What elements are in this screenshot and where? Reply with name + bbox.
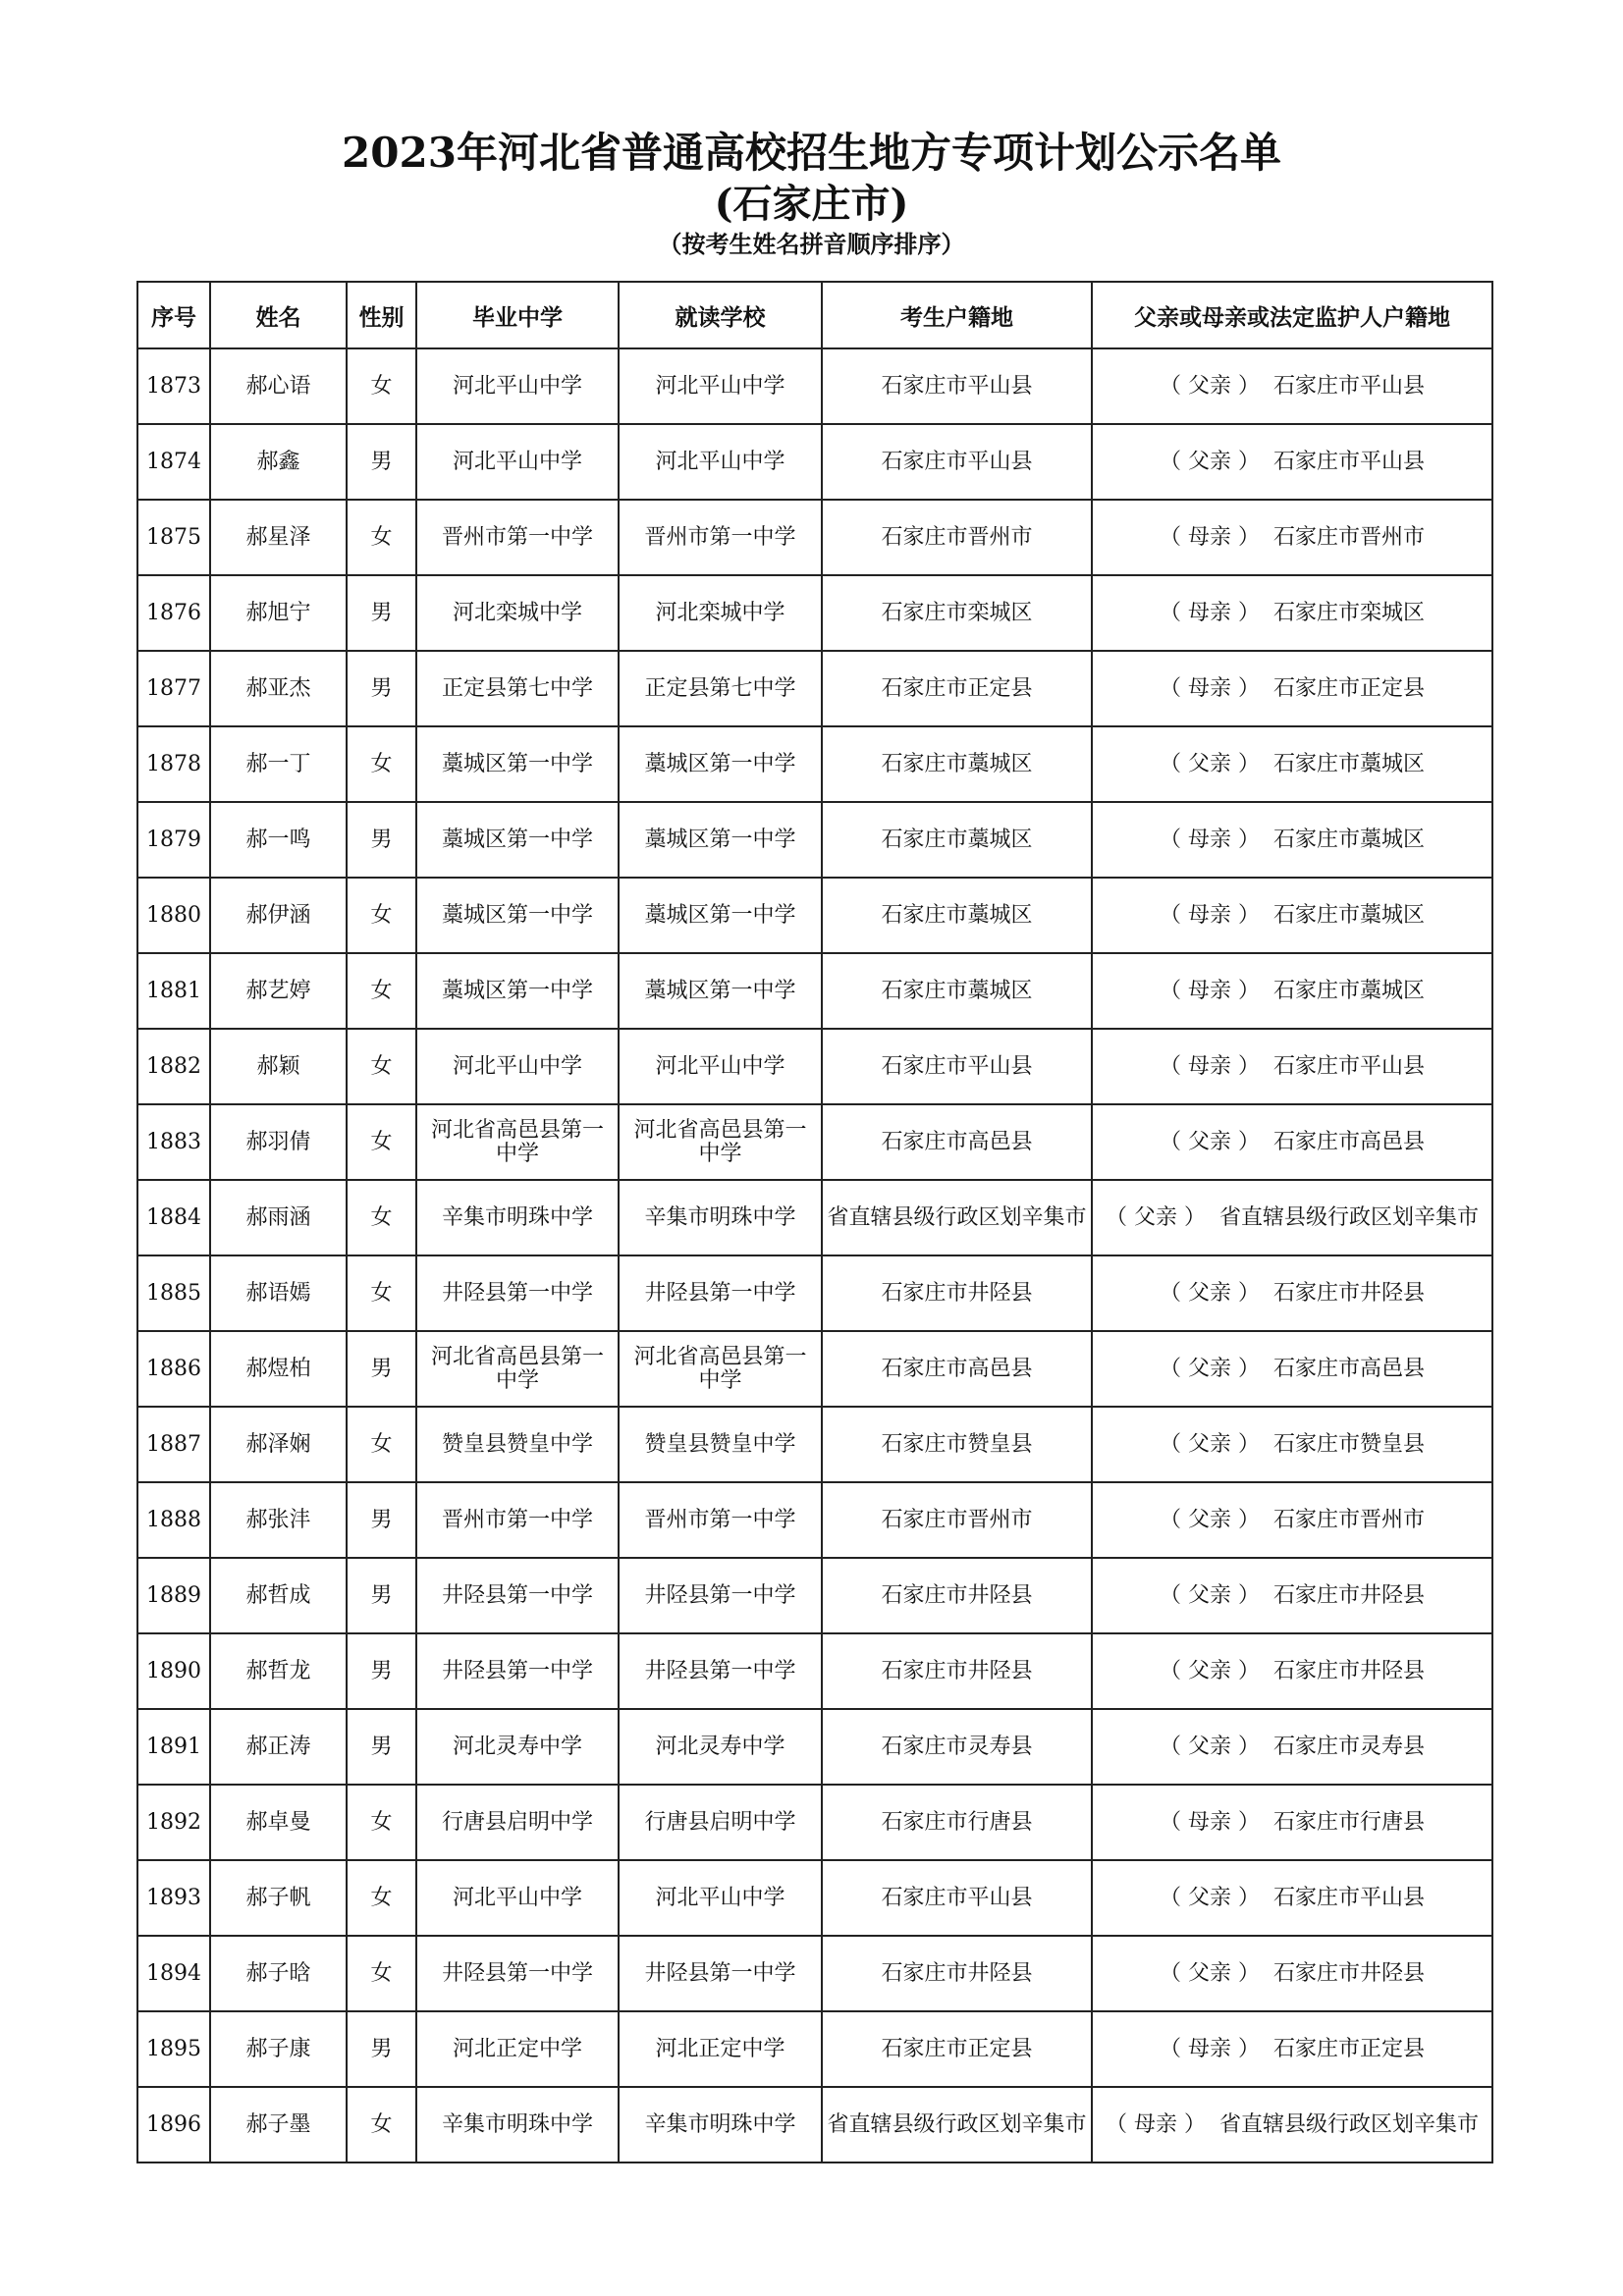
cell-gender: 女 [347, 1255, 416, 1331]
table-row [137, 1709, 1492, 1785]
cell-gender: 男 [347, 1709, 416, 1785]
cell-graduation-school: 藁城区第一中学 [416, 878, 619, 953]
cell-name: 郝星泽 [210, 500, 347, 575]
cell-serial-number: 1878 [137, 726, 210, 802]
cell-gender: 女 [347, 1407, 416, 1482]
cell-household-registration: 石家庄市晋州市 [822, 500, 1092, 575]
cell-graduation-school: 辛集市明珠中学 [416, 1180, 619, 1255]
table-row [137, 1482, 1492, 1558]
guardian-place: 省直辖县级行政区划辛集市 [1218, 1204, 1479, 1230]
guardian-place: 石家庄市正定县 [1272, 2036, 1425, 2061]
cell-household-registration: 石家庄市藁城区 [822, 802, 1092, 878]
cell-current-school: 辛集市明珠中学 [619, 2087, 822, 2163]
guardian-place: 石家庄市井陉县 [1272, 1280, 1425, 1306]
roster-table [136, 281, 1493, 2163]
cell-serial-number: 1877 [137, 651, 210, 726]
cell-graduation-school: 晋州市第一中学 [416, 1482, 619, 1558]
header-cell: 序号 [137, 282, 210, 348]
table-row [137, 1255, 1492, 1331]
cell-serial-number: 1884 [137, 1180, 210, 1255]
cell-graduation-school: 河北省高邑县第一中学 [416, 1331, 619, 1407]
guardian-relation: （ 母亲 ） [1159, 2036, 1260, 2061]
cell-graduation-school: 赞皇县赞皇中学 [416, 1407, 619, 1482]
cell-current-school: 河北平山中学 [619, 1860, 822, 1936]
guardian-relation: （ 母亲 ） [1159, 1809, 1260, 1835]
guardian-place: 石家庄市平山县 [1272, 1885, 1425, 1910]
cell-gender: 女 [347, 1860, 416, 1936]
cell-guardian-registration [1092, 575, 1492, 651]
guardian-relation: （ 父亲 ） [1159, 751, 1260, 776]
cell-graduation-school: 井陉县第一中学 [416, 1558, 619, 1633]
cell-name: 郝哲龙 [210, 1633, 347, 1709]
cell-graduation-school: 井陉县第一中学 [416, 1936, 619, 2011]
cell-serial-number: 1895 [137, 2011, 210, 2087]
cell-serial-number: 1882 [137, 1029, 210, 1104]
cell-current-school: 藁城区第一中学 [619, 953, 822, 1029]
cell-gender: 男 [347, 651, 416, 726]
table-row [137, 424, 1492, 500]
cell-current-school: 井陉县第一中学 [619, 1633, 822, 1709]
cell-guardian-registration [1092, 424, 1492, 500]
table-row [137, 726, 1492, 802]
cell-serial-number: 1894 [137, 1936, 210, 2011]
table-row [137, 1785, 1492, 1860]
cell-household-registration: 石家庄市井陉县 [822, 1558, 1092, 1633]
table-row [137, 953, 1492, 1029]
cell-name: 郝子晗 [210, 1936, 347, 2011]
table-row [137, 1558, 1492, 1633]
cell-gender: 女 [347, 2087, 416, 2163]
guardian-place: 石家庄市藁城区 [1272, 751, 1425, 776]
cell-graduation-school: 辛集市明珠中学 [416, 2087, 619, 2163]
cell-gender: 男 [347, 575, 416, 651]
cell-current-school: 行唐县启明中学 [619, 1785, 822, 1860]
cell-serial-number: 1889 [137, 1558, 210, 1633]
cell-serial-number: 1891 [137, 1709, 210, 1785]
guardian-relation: （ 父亲 ） [1159, 1734, 1260, 1759]
cell-guardian-registration [1092, 1785, 1492, 1860]
cell-household-registration: 石家庄市高邑县 [822, 1104, 1092, 1180]
cell-current-school: 藁城区第一中学 [619, 726, 822, 802]
cell-name: 郝泽娴 [210, 1407, 347, 1482]
guardian-place: 石家庄市平山县 [1272, 373, 1425, 399]
cell-graduation-school: 河北平山中学 [416, 424, 619, 500]
cell-guardian-registration [1092, 1558, 1492, 1633]
cell-current-school: 河北省高邑县第一中学 [619, 1331, 822, 1407]
cell-guardian-registration [1092, 1407, 1492, 1482]
table-row [137, 1936, 1492, 2011]
guardian-relation: （ 父亲 ） [1159, 1960, 1260, 1986]
guardian-relation: （ 母亲 ） [1159, 1053, 1260, 1079]
cell-current-school: 井陉县第一中学 [619, 1936, 822, 2011]
cell-serial-number: 1880 [137, 878, 210, 953]
table-row [137, 2011, 1492, 2087]
cell-current-school: 辛集市明珠中学 [619, 1180, 822, 1255]
table-row [137, 1029, 1492, 1104]
cell-gender: 男 [347, 1558, 416, 1633]
cell-name: 郝子康 [210, 2011, 347, 2087]
cell-guardian-registration [1092, 726, 1492, 802]
table-row [137, 878, 1492, 953]
cell-guardian-registration [1092, 500, 1492, 575]
cell-household-registration: 石家庄市正定县 [822, 2011, 1092, 2087]
cell-serial-number: 1874 [137, 424, 210, 500]
guardian-relation: （ 母亲 ） [1159, 524, 1260, 550]
cell-household-registration: 石家庄市平山县 [822, 1029, 1092, 1104]
guardian-relation: （ 母亲 ） [1105, 2111, 1206, 2137]
cell-guardian-registration [1092, 2011, 1492, 2087]
cell-graduation-school: 行唐县启明中学 [416, 1785, 619, 1860]
cell-household-registration: 石家庄市高邑县 [822, 1331, 1092, 1407]
cell-graduation-school: 正定县第七中学 [416, 651, 619, 726]
cell-graduation-school: 藁城区第一中学 [416, 802, 619, 878]
table-header-row [137, 282, 1492, 348]
cell-household-registration: 石家庄市灵寿县 [822, 1709, 1092, 1785]
cell-serial-number: 1875 [137, 500, 210, 575]
cell-graduation-school: 河北正定中学 [416, 2011, 619, 2087]
cell-household-registration: 省直辖县级行政区划辛集市 [822, 1180, 1092, 1255]
cell-name: 郝艺婷 [210, 953, 347, 1029]
cell-name: 郝颖 [210, 1029, 347, 1104]
cell-graduation-school: 藁城区第一中学 [416, 953, 619, 1029]
cell-gender: 女 [347, 1785, 416, 1860]
cell-guardian-registration [1092, 1180, 1492, 1255]
cell-name: 郝卓曼 [210, 1785, 347, 1860]
cell-serial-number: 1896 [137, 2087, 210, 2163]
cell-name: 郝伊涵 [210, 878, 347, 953]
guardian-relation: （ 母亲 ） [1159, 902, 1260, 928]
cell-gender: 女 [347, 1936, 416, 2011]
table-row [137, 2087, 1492, 2163]
cell-household-registration: 石家庄市井陉县 [822, 1255, 1092, 1331]
table-row [137, 802, 1492, 878]
header-cell: 毕业中学 [416, 282, 619, 348]
cell-guardian-registration [1092, 1860, 1492, 1936]
cell-guardian-registration [1092, 1331, 1492, 1407]
guardian-place: 石家庄市晋州市 [1272, 524, 1425, 550]
cell-guardian-registration [1092, 802, 1492, 878]
cell-current-school: 井陉县第一中学 [619, 1255, 822, 1331]
table-row [137, 1331, 1492, 1407]
cell-household-registration: 省直辖县级行政区划辛集市 [822, 2087, 1092, 2163]
header-cell: 就读学校 [619, 282, 822, 348]
guardian-place: 石家庄市高邑县 [1272, 1356, 1425, 1381]
cell-serial-number: 1886 [137, 1331, 210, 1407]
cell-gender: 男 [347, 2011, 416, 2087]
cell-serial-number: 1893 [137, 1860, 210, 1936]
guardian-relation: （ 母亲 ） [1159, 978, 1260, 1003]
cell-name: 郝心语 [210, 348, 347, 424]
guardian-relation: （ 父亲 ） [1159, 1885, 1260, 1910]
guardian-relation: （ 父亲 ） [1159, 1356, 1260, 1381]
cell-current-school: 河北灵寿中学 [619, 1709, 822, 1785]
guardian-place: 石家庄市正定县 [1272, 675, 1425, 701]
cell-household-registration: 石家庄市晋州市 [822, 1482, 1092, 1558]
guardian-place: 石家庄市行唐县 [1272, 1809, 1425, 1835]
cell-guardian-registration [1092, 878, 1492, 953]
cell-name: 郝雨涵 [210, 1180, 347, 1255]
guardian-place: 石家庄市灵寿县 [1272, 1734, 1425, 1759]
guardian-place: 石家庄市藁城区 [1272, 827, 1425, 852]
guardian-relation: （ 父亲 ） [1159, 373, 1260, 399]
table-row [137, 1104, 1492, 1180]
cell-serial-number: 1879 [137, 802, 210, 878]
cell-gender: 男 [347, 802, 416, 878]
cell-serial-number: 1873 [137, 348, 210, 424]
guardian-place: 石家庄市井陉县 [1272, 1658, 1425, 1683]
cell-gender: 女 [347, 1029, 416, 1104]
cell-graduation-school: 河北省高邑县第一中学 [416, 1104, 619, 1180]
guardian-place: 石家庄市井陉县 [1272, 1582, 1425, 1608]
guardian-relation: （ 父亲 ） [1159, 1129, 1260, 1154]
table-row [137, 348, 1492, 424]
cell-name: 郝鑫 [210, 424, 347, 500]
cell-name: 郝旭宁 [210, 575, 347, 651]
cell-name: 郝煜柏 [210, 1331, 347, 1407]
guardian-place: 石家庄市平山县 [1272, 449, 1425, 474]
page-subtitle: (石家庄市) [714, 181, 909, 227]
guardian-relation: （ 母亲 ） [1159, 675, 1260, 701]
guardian-relation: （ 父亲 ） [1159, 1507, 1260, 1532]
cell-graduation-school: 井陉县第一中学 [416, 1633, 619, 1709]
cell-serial-number: 1888 [137, 1482, 210, 1558]
cell-serial-number: 1883 [137, 1104, 210, 1180]
cell-guardian-registration [1092, 1633, 1492, 1709]
cell-gender: 女 [347, 348, 416, 424]
cell-current-school: 河北正定中学 [619, 2011, 822, 2087]
table-row [137, 575, 1492, 651]
cell-current-school: 河北省高邑县第一中学 [619, 1104, 822, 1180]
cell-serial-number: 1881 [137, 953, 210, 1029]
cell-guardian-registration [1092, 953, 1492, 1029]
cell-guardian-registration [1092, 651, 1492, 726]
cell-name: 郝哲成 [210, 1558, 347, 1633]
cell-gender: 女 [347, 726, 416, 802]
cell-serial-number: 1892 [137, 1785, 210, 1860]
page-title: 2023年河北省普通高校招生地方专项计划公示名单 [342, 129, 1281, 177]
cell-guardian-registration [1092, 1709, 1492, 1785]
guardian-place: 石家庄市井陉县 [1272, 1960, 1425, 1986]
guardian-place: 石家庄市高邑县 [1272, 1129, 1425, 1154]
guardian-place: 石家庄市藁城区 [1272, 902, 1425, 928]
cell-household-registration: 石家庄市平山县 [822, 348, 1092, 424]
cell-gender: 男 [347, 1633, 416, 1709]
cell-guardian-registration [1092, 2087, 1492, 2163]
cell-current-school: 晋州市第一中学 [619, 500, 822, 575]
cell-gender: 女 [347, 878, 416, 953]
table-row [137, 500, 1492, 575]
guardian-place: 省直辖县级行政区划辛集市 [1218, 2111, 1479, 2137]
cell-household-registration: 石家庄市藁城区 [822, 953, 1092, 1029]
header-cell: 性别 [347, 282, 416, 348]
table-row [137, 1407, 1492, 1482]
header-cell: 姓名 [210, 282, 347, 348]
guardian-relation: （ 父亲 ） [1159, 449, 1260, 474]
cell-name: 郝亚杰 [210, 651, 347, 726]
cell-graduation-school: 河北平山中学 [416, 1029, 619, 1104]
cell-household-registration: 石家庄市井陉县 [822, 1936, 1092, 2011]
cell-guardian-registration [1092, 1029, 1492, 1104]
guardian-place: 石家庄市栾城区 [1272, 600, 1425, 625]
sort-note: （按考生姓名拼音顺序排序） [658, 231, 965, 258]
cell-gender: 女 [347, 500, 416, 575]
table-row [137, 1633, 1492, 1709]
cell-gender: 女 [347, 1104, 416, 1180]
cell-guardian-registration [1092, 348, 1492, 424]
cell-household-registration: 石家庄市藁城区 [822, 878, 1092, 953]
guardian-place: 石家庄市晋州市 [1272, 1507, 1425, 1532]
cell-name: 郝一鸣 [210, 802, 347, 878]
cell-name: 郝子帆 [210, 1860, 347, 1936]
cell-household-registration: 石家庄市平山县 [822, 1860, 1092, 1936]
guardian-place: 石家庄市藁城区 [1272, 978, 1425, 1003]
guardian-relation: （ 父亲 ） [1159, 1280, 1260, 1306]
cell-gender: 男 [347, 424, 416, 500]
cell-serial-number: 1887 [137, 1407, 210, 1482]
cell-household-registration: 石家庄市井陉县 [822, 1633, 1092, 1709]
cell-household-registration: 石家庄市栾城区 [822, 575, 1092, 651]
guardian-relation: （ 父亲 ） [1159, 1658, 1260, 1683]
cell-serial-number: 1885 [137, 1255, 210, 1331]
cell-current-school: 河北栾城中学 [619, 575, 822, 651]
cell-current-school: 赞皇县赞皇中学 [619, 1407, 822, 1482]
cell-current-school: 河北平山中学 [619, 424, 822, 500]
table-row [137, 1180, 1492, 1255]
cell-name: 郝子墨 [210, 2087, 347, 2163]
cell-graduation-school: 河北平山中学 [416, 1860, 619, 1936]
cell-name: 郝正涛 [210, 1709, 347, 1785]
table-body [137, 348, 1492, 2163]
cell-current-school: 藁城区第一中学 [619, 802, 822, 878]
cell-household-registration: 石家庄市正定县 [822, 651, 1092, 726]
cell-current-school: 藁城区第一中学 [619, 878, 822, 953]
table-row [137, 651, 1492, 726]
guardian-place: 石家庄市赞皇县 [1272, 1431, 1425, 1457]
guardian-place: 石家庄市平山县 [1272, 1053, 1425, 1079]
cell-graduation-school: 河北平山中学 [416, 348, 619, 424]
cell-current-school: 井陉县第一中学 [619, 1558, 822, 1633]
cell-gender: 男 [347, 1482, 416, 1558]
cell-gender: 男 [347, 1331, 416, 1407]
cell-graduation-school: 井陉县第一中学 [416, 1255, 619, 1331]
cell-serial-number: 1876 [137, 575, 210, 651]
cell-name: 郝一丁 [210, 726, 347, 802]
cell-guardian-registration [1092, 1482, 1492, 1558]
cell-current-school: 晋州市第一中学 [619, 1482, 822, 1558]
cell-name: 郝羽倩 [210, 1104, 347, 1180]
cell-household-registration: 石家庄市行唐县 [822, 1785, 1092, 1860]
guardian-relation: （ 父亲 ） [1159, 1582, 1260, 1608]
cell-household-registration: 石家庄市赞皇县 [822, 1407, 1092, 1482]
cell-graduation-school: 河北灵寿中学 [416, 1709, 619, 1785]
cell-guardian-registration [1092, 1255, 1492, 1331]
guardian-relation: （ 父亲 ） [1159, 1431, 1260, 1457]
cell-graduation-school: 藁城区第一中学 [416, 726, 619, 802]
cell-name: 郝语嫣 [210, 1255, 347, 1331]
cell-household-registration: 石家庄市平山县 [822, 424, 1092, 500]
cell-serial-number: 1890 [137, 1633, 210, 1709]
cell-current-school: 河北平山中学 [619, 1029, 822, 1104]
cell-graduation-school: 河北栾城中学 [416, 575, 619, 651]
cell-name: 郝张沣 [210, 1482, 347, 1558]
cell-gender: 女 [347, 1180, 416, 1255]
table-row [137, 1860, 1492, 1936]
cell-gender: 女 [347, 953, 416, 1029]
cell-current-school: 正定县第七中学 [619, 651, 822, 726]
guardian-relation: （ 母亲 ） [1159, 827, 1260, 852]
cell-household-registration: 石家庄市藁城区 [822, 726, 1092, 802]
cell-guardian-registration [1092, 1104, 1492, 1180]
header-cell: 父亲或母亲或法定监护人户籍地 [1092, 282, 1492, 348]
cell-guardian-registration [1092, 1936, 1492, 2011]
cell-current-school: 河北平山中学 [619, 348, 822, 424]
guardian-relation: （ 父亲 ） [1105, 1204, 1206, 1230]
guardian-relation: （ 母亲 ） [1159, 600, 1260, 625]
header-cell: 考生户籍地 [822, 282, 1092, 348]
cell-graduation-school: 晋州市第一中学 [416, 500, 619, 575]
